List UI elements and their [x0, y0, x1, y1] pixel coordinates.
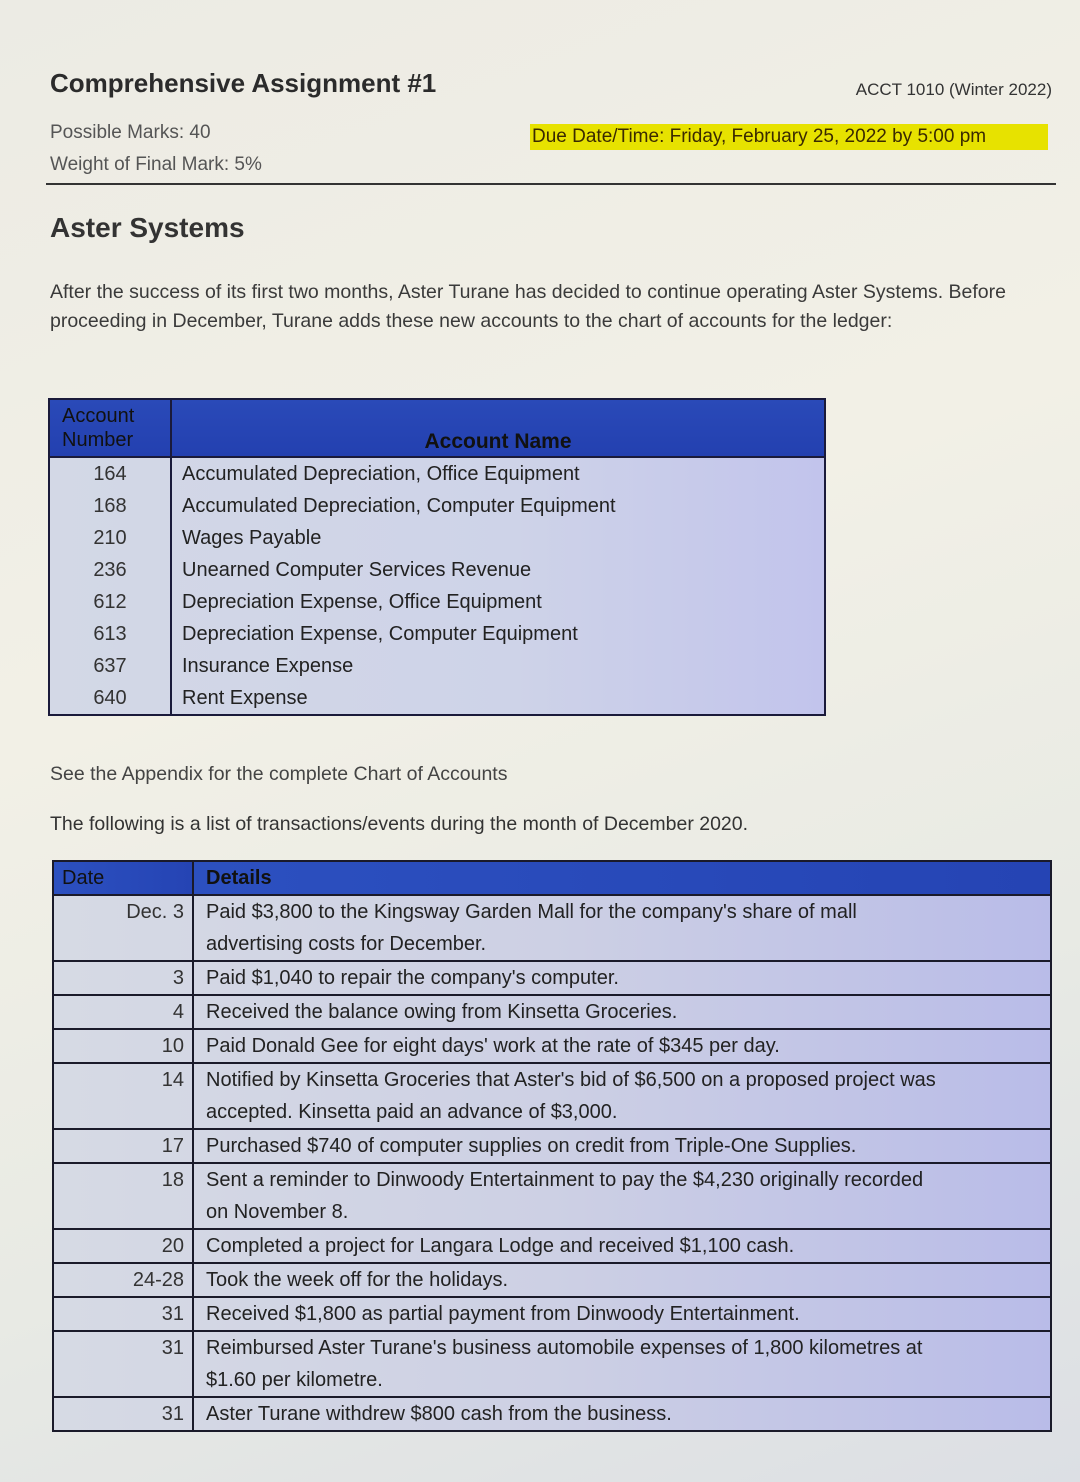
table-row	[53, 1297, 1051, 1331]
transaction-date: 31	[53, 1331, 193, 1397]
date-header: Date	[53, 861, 193, 895]
details-header: Details	[193, 861, 1051, 895]
intro-paragraph: After the success of its first two months, Aster Turane has decided to continue operating Aster Systems. Before proceeding in December, Turane adds these new accounts to the chart of accounts for the ledger:	[50, 281, 1006, 332]
account-number: 164	[49, 457, 171, 490]
account-number: 168	[49, 490, 171, 522]
account-number: 612	[49, 586, 171, 618]
transactions-header-row	[53, 861, 1051, 895]
table-row	[53, 961, 1051, 995]
transaction-details: Paid Donald Gee for eight days' work at the rate of $345 per day.	[193, 1029, 1051, 1063]
transaction-date: 31	[53, 1297, 193, 1331]
table-row	[53, 1397, 1051, 1431]
transaction-date: 4	[53, 995, 193, 1029]
final-mark-weight: Weight of Final Mark: 5%	[50, 154, 262, 175]
account-number: 210	[49, 522, 171, 554]
transactions-intro: The following is a list of transactions/events during the month of December 2020.	[50, 813, 749, 835]
table-row	[53, 1331, 1051, 1397]
transaction-details: Purchased $740 of computer supplies on credit from Triple-One Supplies.	[193, 1129, 1051, 1163]
account-number: 640	[49, 682, 171, 715]
possible-marks: Possible Marks: 40	[50, 122, 211, 143]
accounts-header-row	[49, 399, 825, 457]
table-row	[49, 457, 825, 490]
transaction-date: Dec. 3	[53, 895, 193, 961]
transaction-details: Received $1,800 as partial payment from Dinwoody Entertainment.	[193, 1297, 1051, 1331]
account-name: Accumulated Depreciation, Office Equipment	[171, 457, 825, 490]
appendix-note: See the Appendix for the complete Chart of Accounts	[50, 763, 508, 785]
table-row	[49, 586, 825, 618]
table-row	[53, 895, 1051, 961]
account-name: Accumulated Depreciation, Computer Equipment	[171, 490, 825, 522]
transaction-details: Completed a project for Langara Lodge and received $1,100 cash.	[193, 1229, 1051, 1263]
transaction-date: 20	[53, 1229, 193, 1263]
transaction-details: Paid $1,040 to repair the company's computer.	[193, 961, 1051, 995]
header-divider	[46, 183, 1056, 185]
table-row	[49, 682, 825, 715]
table-row	[49, 554, 825, 586]
account-name: Depreciation Expense, Office Equipment	[171, 586, 825, 618]
table-row	[53, 1063, 1051, 1129]
transaction-date: 18	[53, 1163, 193, 1229]
account-name: Wages Payable	[171, 522, 825, 554]
transaction-date: 24-28	[53, 1263, 193, 1297]
table-row	[53, 1229, 1051, 1263]
table-row	[49, 650, 825, 682]
transaction-details: Received the balance owing from Kinsetta Groceries.	[193, 995, 1051, 1029]
transactions-table	[52, 860, 1052, 1432]
course-label: ACCT 1010 (Winter 2022)	[855, 80, 1052, 99]
table-row	[53, 1263, 1051, 1297]
transaction-date: 17	[53, 1129, 193, 1163]
transaction-date: 3	[53, 961, 193, 995]
table-row	[53, 995, 1051, 1029]
table-row	[49, 522, 825, 554]
transaction-date: 31	[53, 1397, 193, 1431]
transaction-details: Took the week off for the holidays.	[193, 1263, 1051, 1297]
account-number-header: Account Number	[49, 399, 171, 457]
table-row	[53, 1129, 1051, 1163]
account-name: Depreciation Expense, Computer Equipment	[171, 618, 825, 650]
transaction-details: Notified by Kinsetta Groceries that Aster's bid of $6,500 on a proposed project was accepted. Kinsetta paid an advance of $3,000.	[193, 1063, 1051, 1129]
table-row	[49, 490, 825, 522]
transaction-details: Reimbursed Aster Turane's business automobile expenses of 1,800 kilometres at $1.60 per kilometre.	[193, 1331, 1051, 1397]
account-number: 613	[49, 618, 171, 650]
table-row	[49, 618, 825, 650]
account-name: Insurance Expense	[171, 650, 825, 682]
table-row	[53, 1163, 1051, 1229]
account-name-header: Account Name	[171, 399, 825, 457]
new-accounts-table	[48, 398, 826, 716]
section-title: Aster Systems	[50, 212, 245, 243]
account-name: Unearned Computer Services Revenue	[171, 554, 825, 586]
transaction-details: Paid $3,800 to the Kingsway Garden Mall for the company's share of mall advertising costs for December.	[193, 895, 1051, 961]
account-number: 236	[49, 554, 171, 586]
account-number: 637	[49, 650, 171, 682]
transaction-details: Aster Turane withdrew $800 cash from the business.	[193, 1397, 1051, 1431]
account-name: Rent Expense	[171, 682, 825, 715]
table-row	[53, 1029, 1051, 1063]
transaction-details: Sent a reminder to Dinwoody Entertainment to pay the $4,230 originally recorded on November 8.	[193, 1163, 1051, 1229]
transaction-date: 14	[53, 1063, 193, 1129]
due-date-highlight: Due Date/Time: Friday, February 25, 2022 by 5:00 pm	[530, 124, 1048, 150]
assignment-title: Comprehensive Assignment #1	[50, 68, 437, 98]
transaction-date: 10	[53, 1029, 193, 1063]
